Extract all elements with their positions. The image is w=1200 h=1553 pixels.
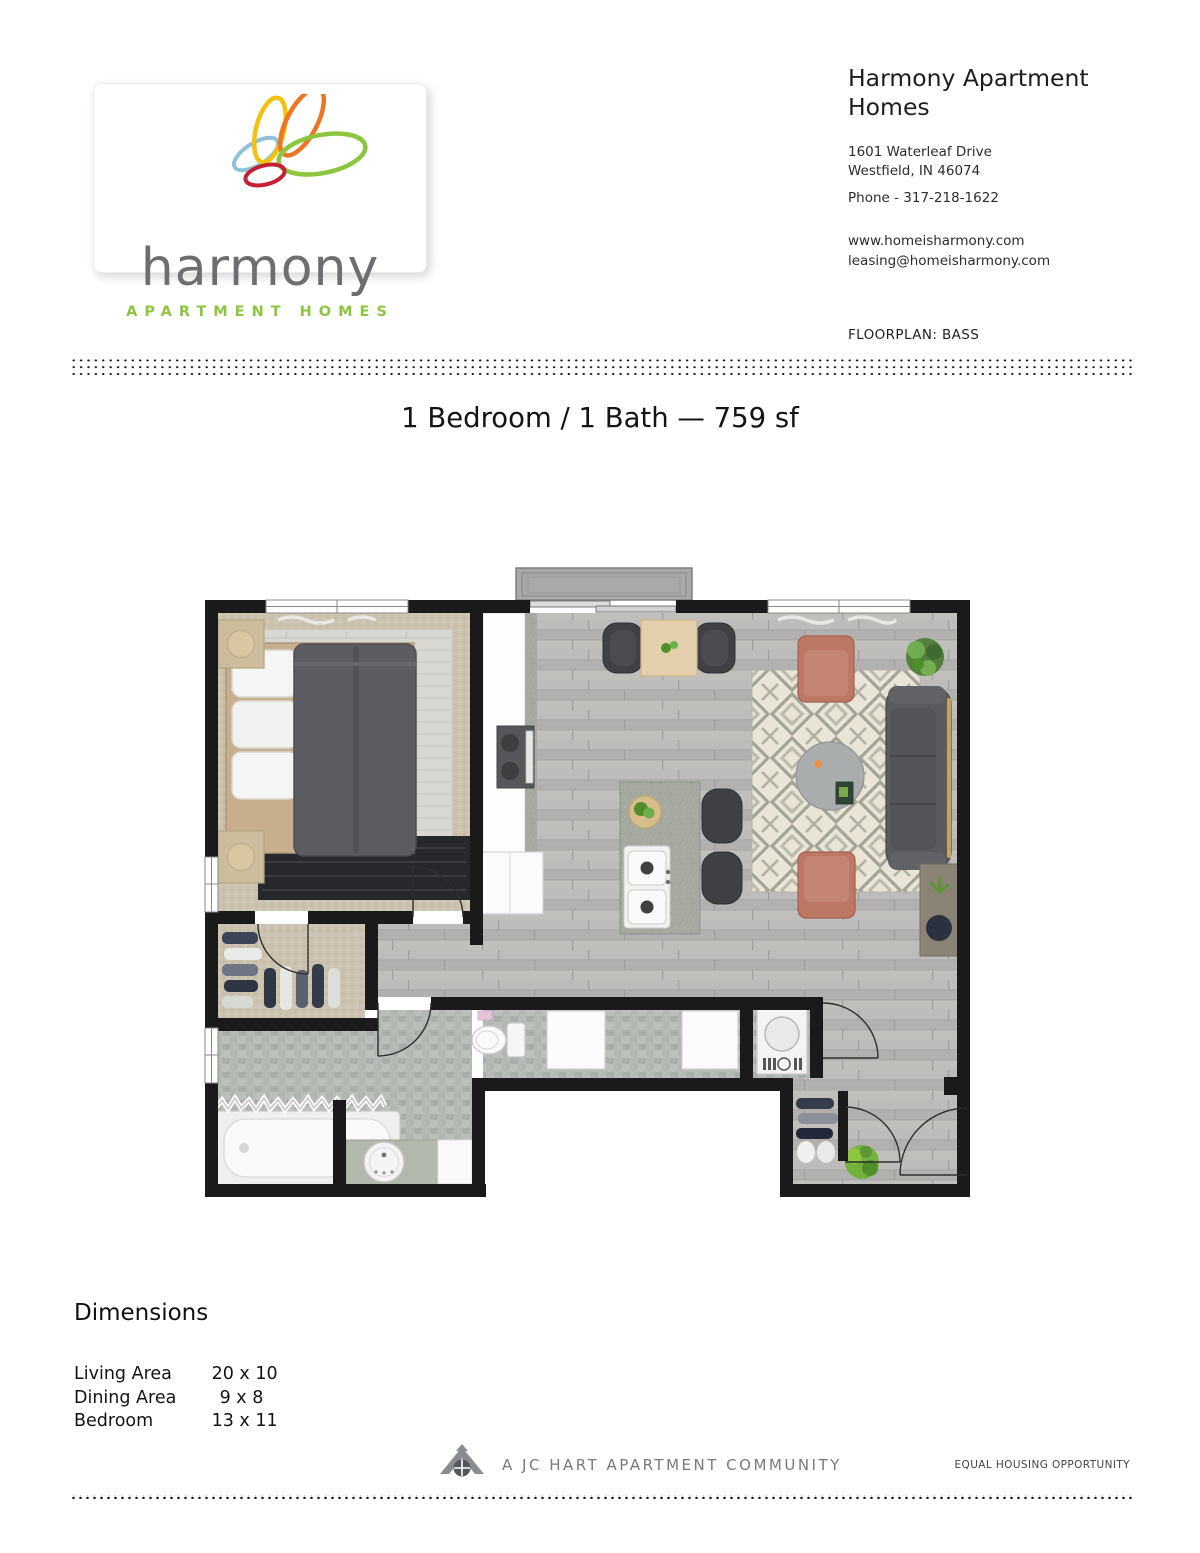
dimension-row: [74, 1387, 278, 1411]
dimension-label: Living Area: [74, 1364, 172, 1384]
equal-housing-text: EQUAL HOUSING OPPORTUNITY: [954, 1459, 1130, 1471]
address-line2: Westfield, IN 46074: [848, 162, 981, 179]
contact-block: [848, 64, 1148, 271]
vanity: [346, 1140, 472, 1187]
washer: [547, 1011, 605, 1069]
community-footer-text: A JC HART APARTMENT COMMUNITY: [502, 1456, 842, 1474]
harmony-petals-logo-icon: [212, 94, 372, 194]
address: [848, 143, 1148, 181]
coffee-table: [796, 742, 864, 810]
logo-brand-text: harmony: [140, 238, 380, 298]
toilet: [472, 1023, 525, 1057]
page-title: 1 Bedroom / 1 Bath — 759 sf: [401, 402, 799, 434]
bedroom-furniture: [218, 620, 470, 900]
dimension-value: 9 x 8: [219, 1387, 264, 1408]
stool: [702, 789, 742, 843]
dimensions-table: [74, 1363, 278, 1434]
dimension-value: 13 x 11: [211, 1411, 278, 1431]
floorplan-label: FLOORPLAN: BASS: [848, 327, 980, 343]
jchart-house-icon: [436, 1438, 492, 1478]
dotted-separator: [70, 357, 1132, 377]
dining-set: [603, 620, 735, 676]
dimension-label: Dining Area: [74, 1387, 177, 1408]
plant: [906, 638, 944, 676]
dryer: [682, 1011, 738, 1069]
dotted-footer-line: [70, 1495, 1132, 1499]
property-name: Harmony Apartment Homes: [848, 64, 1089, 122]
dimension-row: [74, 1410, 278, 1434]
dimension-label: Bedroom: [74, 1411, 154, 1431]
balcony: [516, 568, 692, 600]
email: leasing@homeisharmony.com: [848, 252, 1051, 269]
sliding-door: [530, 601, 676, 612]
stool: [702, 852, 742, 904]
address-line1: 1601 Waterleaf Drive: [848, 143, 992, 160]
window: [205, 857, 218, 912]
dimension-value: 20 x 10: [211, 1364, 278, 1384]
side-table: [920, 864, 958, 956]
floorplan-image: [198, 560, 978, 1200]
phone: Phone - 317-218-1622: [848, 189, 999, 206]
logo-tagline: APARTMENT HOMES: [126, 304, 394, 320]
window: [205, 1028, 218, 1083]
logo-card: [93, 83, 427, 320]
website: www.homeisharmony.com: [848, 232, 1025, 249]
dimensions-heading: Dimensions: [74, 1300, 209, 1326]
dimension-row: [74, 1363, 278, 1387]
